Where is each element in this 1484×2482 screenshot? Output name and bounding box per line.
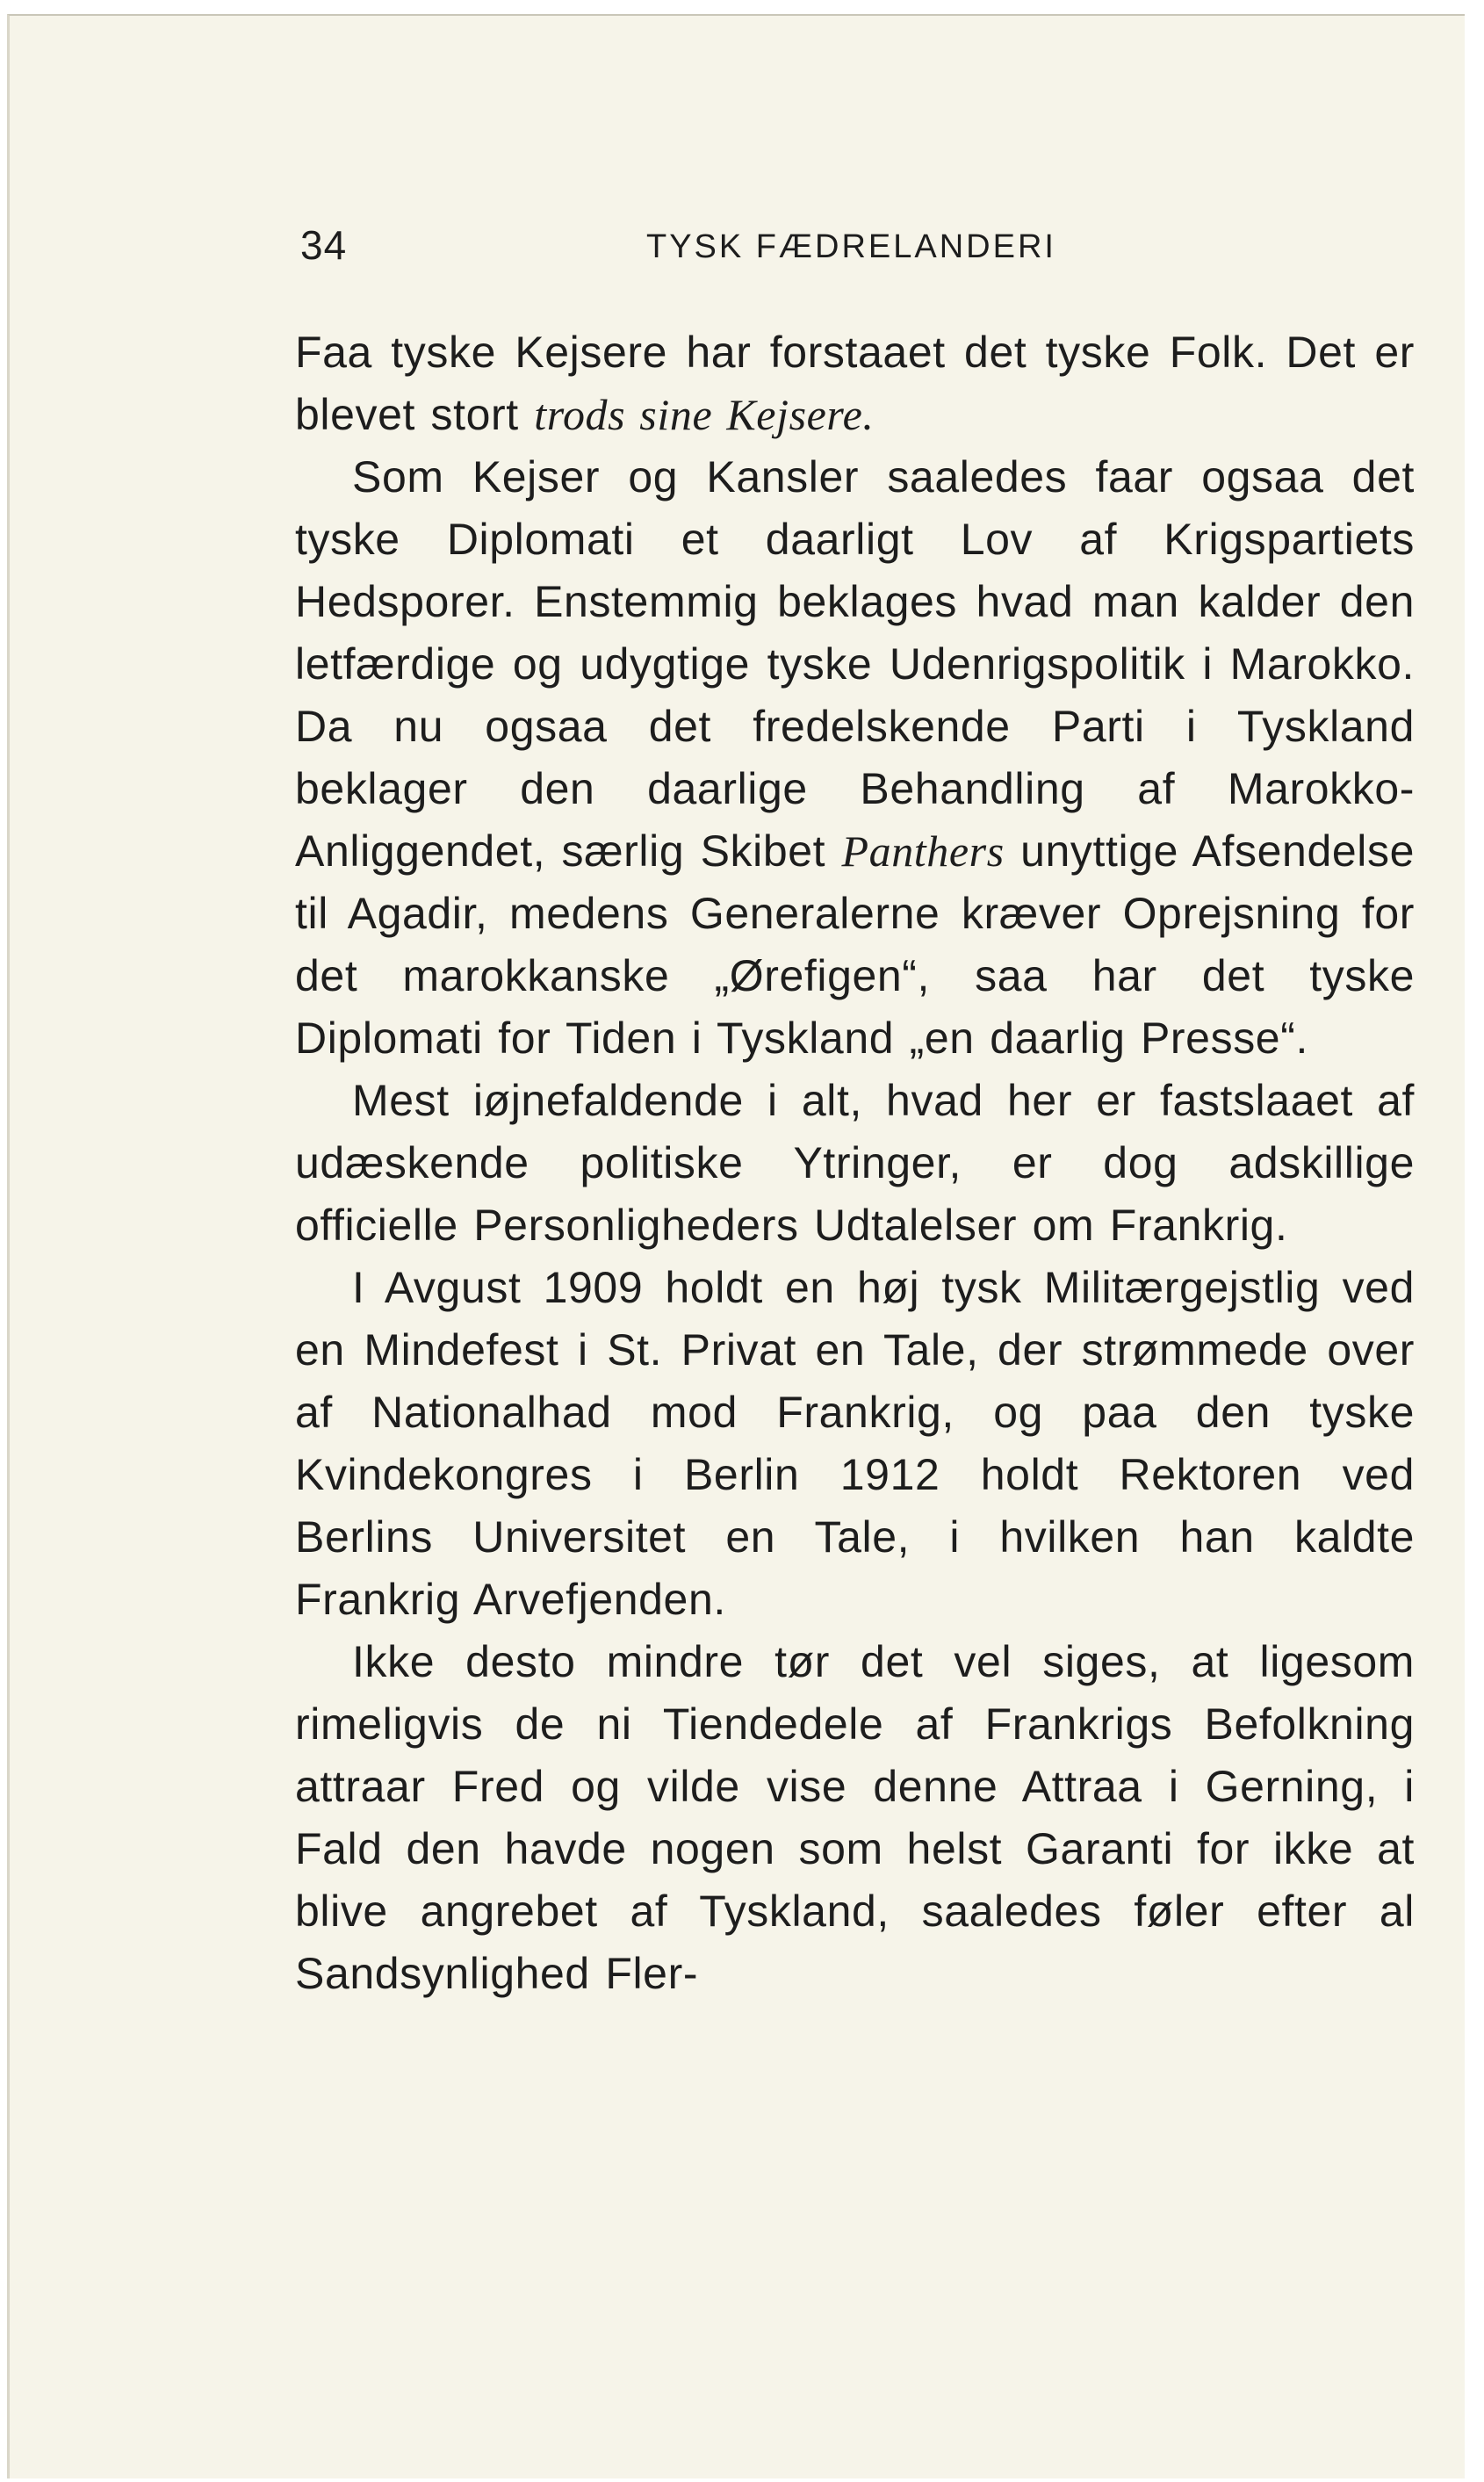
paragraph-2-text: Som Kejser og Kansler saaledes faar ogsaa det tyske Diplomati et daarligt Lov af Krigspartiets Hedsporer. Enstemmig beklages hvad man kalder den letfærdige og udygtige tyske Udenrigspolitik i Marokko. Da nu ogsaa det fredelskende Parti i Tyskland beklager den daarlige Behandling af Marokko-Anliggendet, særlig Skibet <box>295 452 1415 876</box>
page-content <box>295 207 1415 2005</box>
paragraph-2 <box>295 446 1415 1070</box>
paragraph-2-italic: Panthers <box>841 826 1005 876</box>
scan-margin <box>0 0 1484 12</box>
paragraph-1 <box>295 321 1415 446</box>
paragraph-4-text: I Avgust 1909 holdt en høj tysk Militærgejstlig ved en Mindefest i St. Privat en Tale, der strømmede over af Nationalhad mod Frankrig, og paa den tyske Kvindekongres i Berlin 1912 holdt Rektoren ved Berlins Universitet en Tale, i hvilken han kaldte Frankrig Arvefjenden. <box>295 1263 1415 1624</box>
paragraph-4 <box>295 1257 1415 1631</box>
running-title: TYSK FÆDRELANDERI <box>646 228 1056 265</box>
paragraph-3 <box>295 1070 1415 1257</box>
paragraph-1-text: Faa tyske Kejsere har forstaaet det tyske Folk. Det er blevet stort <box>295 328 1415 439</box>
paragraph-5 <box>295 1631 1415 2005</box>
page-number: 34 <box>300 222 348 268</box>
paragraph-2-text-after: unyttige Afsendelse til Agadir, medens Generalerne kræver Oprejsning for det marokkanske „Ørefigen“, saa har det tyske Diplomati for Tiden i Tyskland „en daarlig Presse“. <box>295 826 1415 1063</box>
paragraph-1-italic: trods sine Kejsere. <box>534 390 875 439</box>
paragraph-3-text: Mest iøjnefaldende i alt, hvad her er fastslaaet af udæskende politiske Ytringer, er dog adskillige officielle Personligheders Udtalelser om Frankrig. <box>295 1076 1415 1250</box>
body-text <box>295 321 1415 2005</box>
book-page <box>7 14 1465 2478</box>
running-head <box>295 207 1415 286</box>
paragraph-5-text: Ikke desto mindre tør det vel siges, at ligesom rimeligvis de ni Tiendedele af Frankrigs Befolkning attraar Fred og vilde vise denne Attraa i Gerning, i Fald den havde nogen som helst Garanti for ikke at blive angrebet af Tyskland, saaledes føler efter al Sandsynlighed Fler- <box>295 1637 1415 1998</box>
